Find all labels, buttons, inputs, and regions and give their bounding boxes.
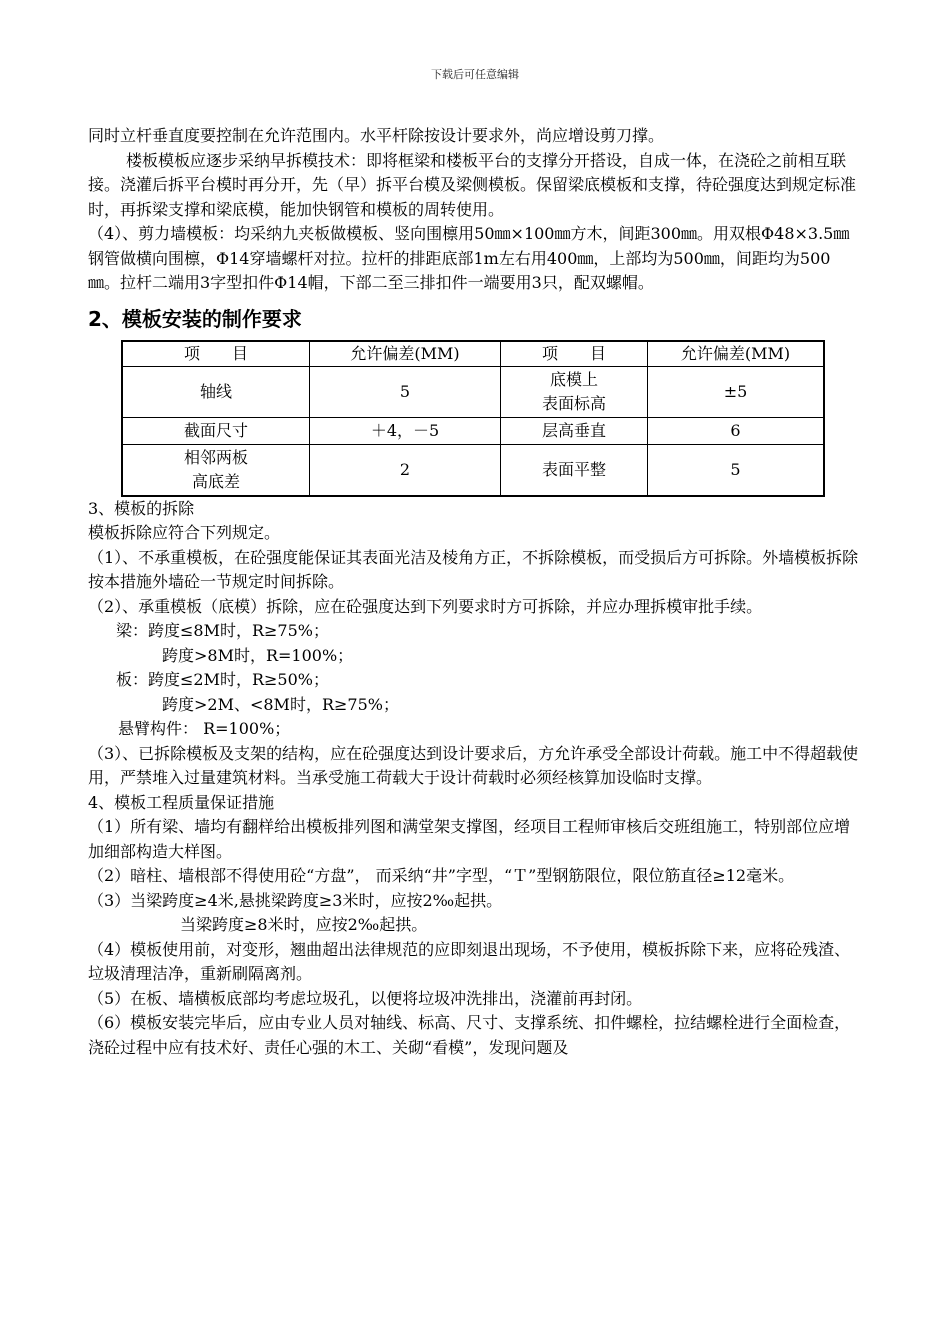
paragraph: 模板拆除应符合下列规定。 [88,523,281,542]
list-item: 跨度>8M时，R=100%； [162,645,354,665]
list-item: 跨度>2M、<8M时，R≥75%； [162,694,399,714]
section-title: 4、模板工程质量保证措施 [88,792,275,812]
table-cell: ＋4，－5 [310,417,501,444]
paragraph: 当梁跨度≥8米时，应按2‰起拱。 [180,915,428,934]
paragraph: 楼板模板应逐步采纳早拆模技术：即将框梁和楼板平台的支撑分开搭设，自成一体，在浇砼之前相互联接。浇灌后拆平台模时再分开，先（早）拆平台模及梁侧模板。保留梁底模板和支撑，待砼强度达到规定标准时，再拆梁支撑和梁底模，能加快钢管和模板的周转使用。 [88,150,857,219]
paragraph: （2）、承重模板（底模）拆除，应在砼强度达到下列要求时方可拆除，并应办理拆模审批手续。 [88,596,763,616]
table-cell: 5 [310,366,501,417]
paragraph: （1）所有梁、墙均有翻样给出模板排列图和满堂架支撑图，经项目工程师审核后交班组施工，特别部位应增加细部构造大样图。 [88,817,851,861]
table-row [122,366,824,417]
paragraph: （2）暗柱、墙根部不得使用砼“方盘”， 而采纳“井”字型，“Ｔ”型钢筋限位，限位筋直径≥12毫米。 [88,866,795,885]
paragraph: （1）、不承重模板，在砼强度能保证其表面光洁及棱角方正，不拆除模板，而受损后方可拆除。外墙模板拆除按本措施外墙砼一节规定时间拆除。 [88,547,859,591]
table-cell: 表面平整 [501,444,648,496]
section-heading: 2、模板安装的制作要求 [88,306,302,331]
table-header-cell: 允许偏差(MM) [648,341,825,367]
table-cell: 底模上 表面标高 [501,366,648,417]
table-cell: 相邻两板 高底差 [122,444,310,496]
list-item: 板：跨度≤2M时，R≥50%； [116,670,329,689]
paragraph: （5）在板、墙横板底部均考虑垃圾孔，以便将垃圾冲洗排出，浇灌前再封闭。 [88,988,643,1008]
paragraph: （6）模板安装完毕后，应由专业人员对轴线、标高、尺寸、支撑系统、扣件螺栓，拉结螺栓进行全面检查，浇砼过程中应有技术好、责任心强的木工、关砌“看模”，发现问题及 [88,1013,851,1057]
paragraph: 同时立杆垂直度要控制在允许范围内。水平杆除按设计要求外，尚应增设剪刀撑。 [88,126,665,145]
table-cell: 层高垂直 [501,417,648,444]
table-cell: 5 [648,444,825,496]
table-cell: 截面尺寸 [122,417,310,444]
table-cell: 轴线 [122,366,310,417]
paragraph: （4）模板使用前，对变形，翘曲超出法律规范的应即刻退出现场，不予使用，模板拆除下来，应将砼残渣、垃圾清理洁净，重新刷隔离剂。 [88,939,851,983]
section-title: 3、模板的拆除 [88,498,195,518]
page-header: 下载后可任意编辑 [431,68,519,81]
paragraph: （3）当梁跨度≥4米,悬挑梁跨度≥3米时，应按2‰起拱。 [88,890,503,910]
paragraph: （3）、已拆除模板及支架的结构，应在砼强度达到设计要求后，方允许承受全部设计荷载。施工中不得超载使用，严禁堆入过量建筑材料。当承受施工荷载大于设计荷载时必须经核算加设临时支撑。 [88,743,859,787]
table-header-cell: 项 目 [122,341,310,367]
table-cell: 6 [648,417,825,444]
list-item: 梁：跨度≤8M时，R≥75%； [116,621,329,640]
table-row [122,444,824,496]
table-header-row [122,341,824,367]
list-item: 悬臂构件： R=100%； [118,719,291,738]
table-header-cell: 项 目 [501,341,648,367]
table-cell: 2 [310,444,501,496]
document-body [88,124,860,1060]
table-cell: ±5 [648,366,825,417]
table-row [122,417,824,444]
paragraph: （4）、剪力墙模板：均采纳九夹板做模板、竖向围檩用50㎜×100㎜方木，间距300㎜。用双根Φ48×3.5㎜钢管做横向围檩，Φ14穿墙螺杆对拉。拉杆的排距底部1m左右用400㎜，上部均为500㎜，间距均为500㎜。拉杆二端用3字型扣件Φ14帽，下部二至三排扣件一端要用3只，配双螺帽。 [88,224,850,292]
tolerance-table [121,340,825,497]
table-header-cell: 允许偏差(MM) [310,341,501,367]
